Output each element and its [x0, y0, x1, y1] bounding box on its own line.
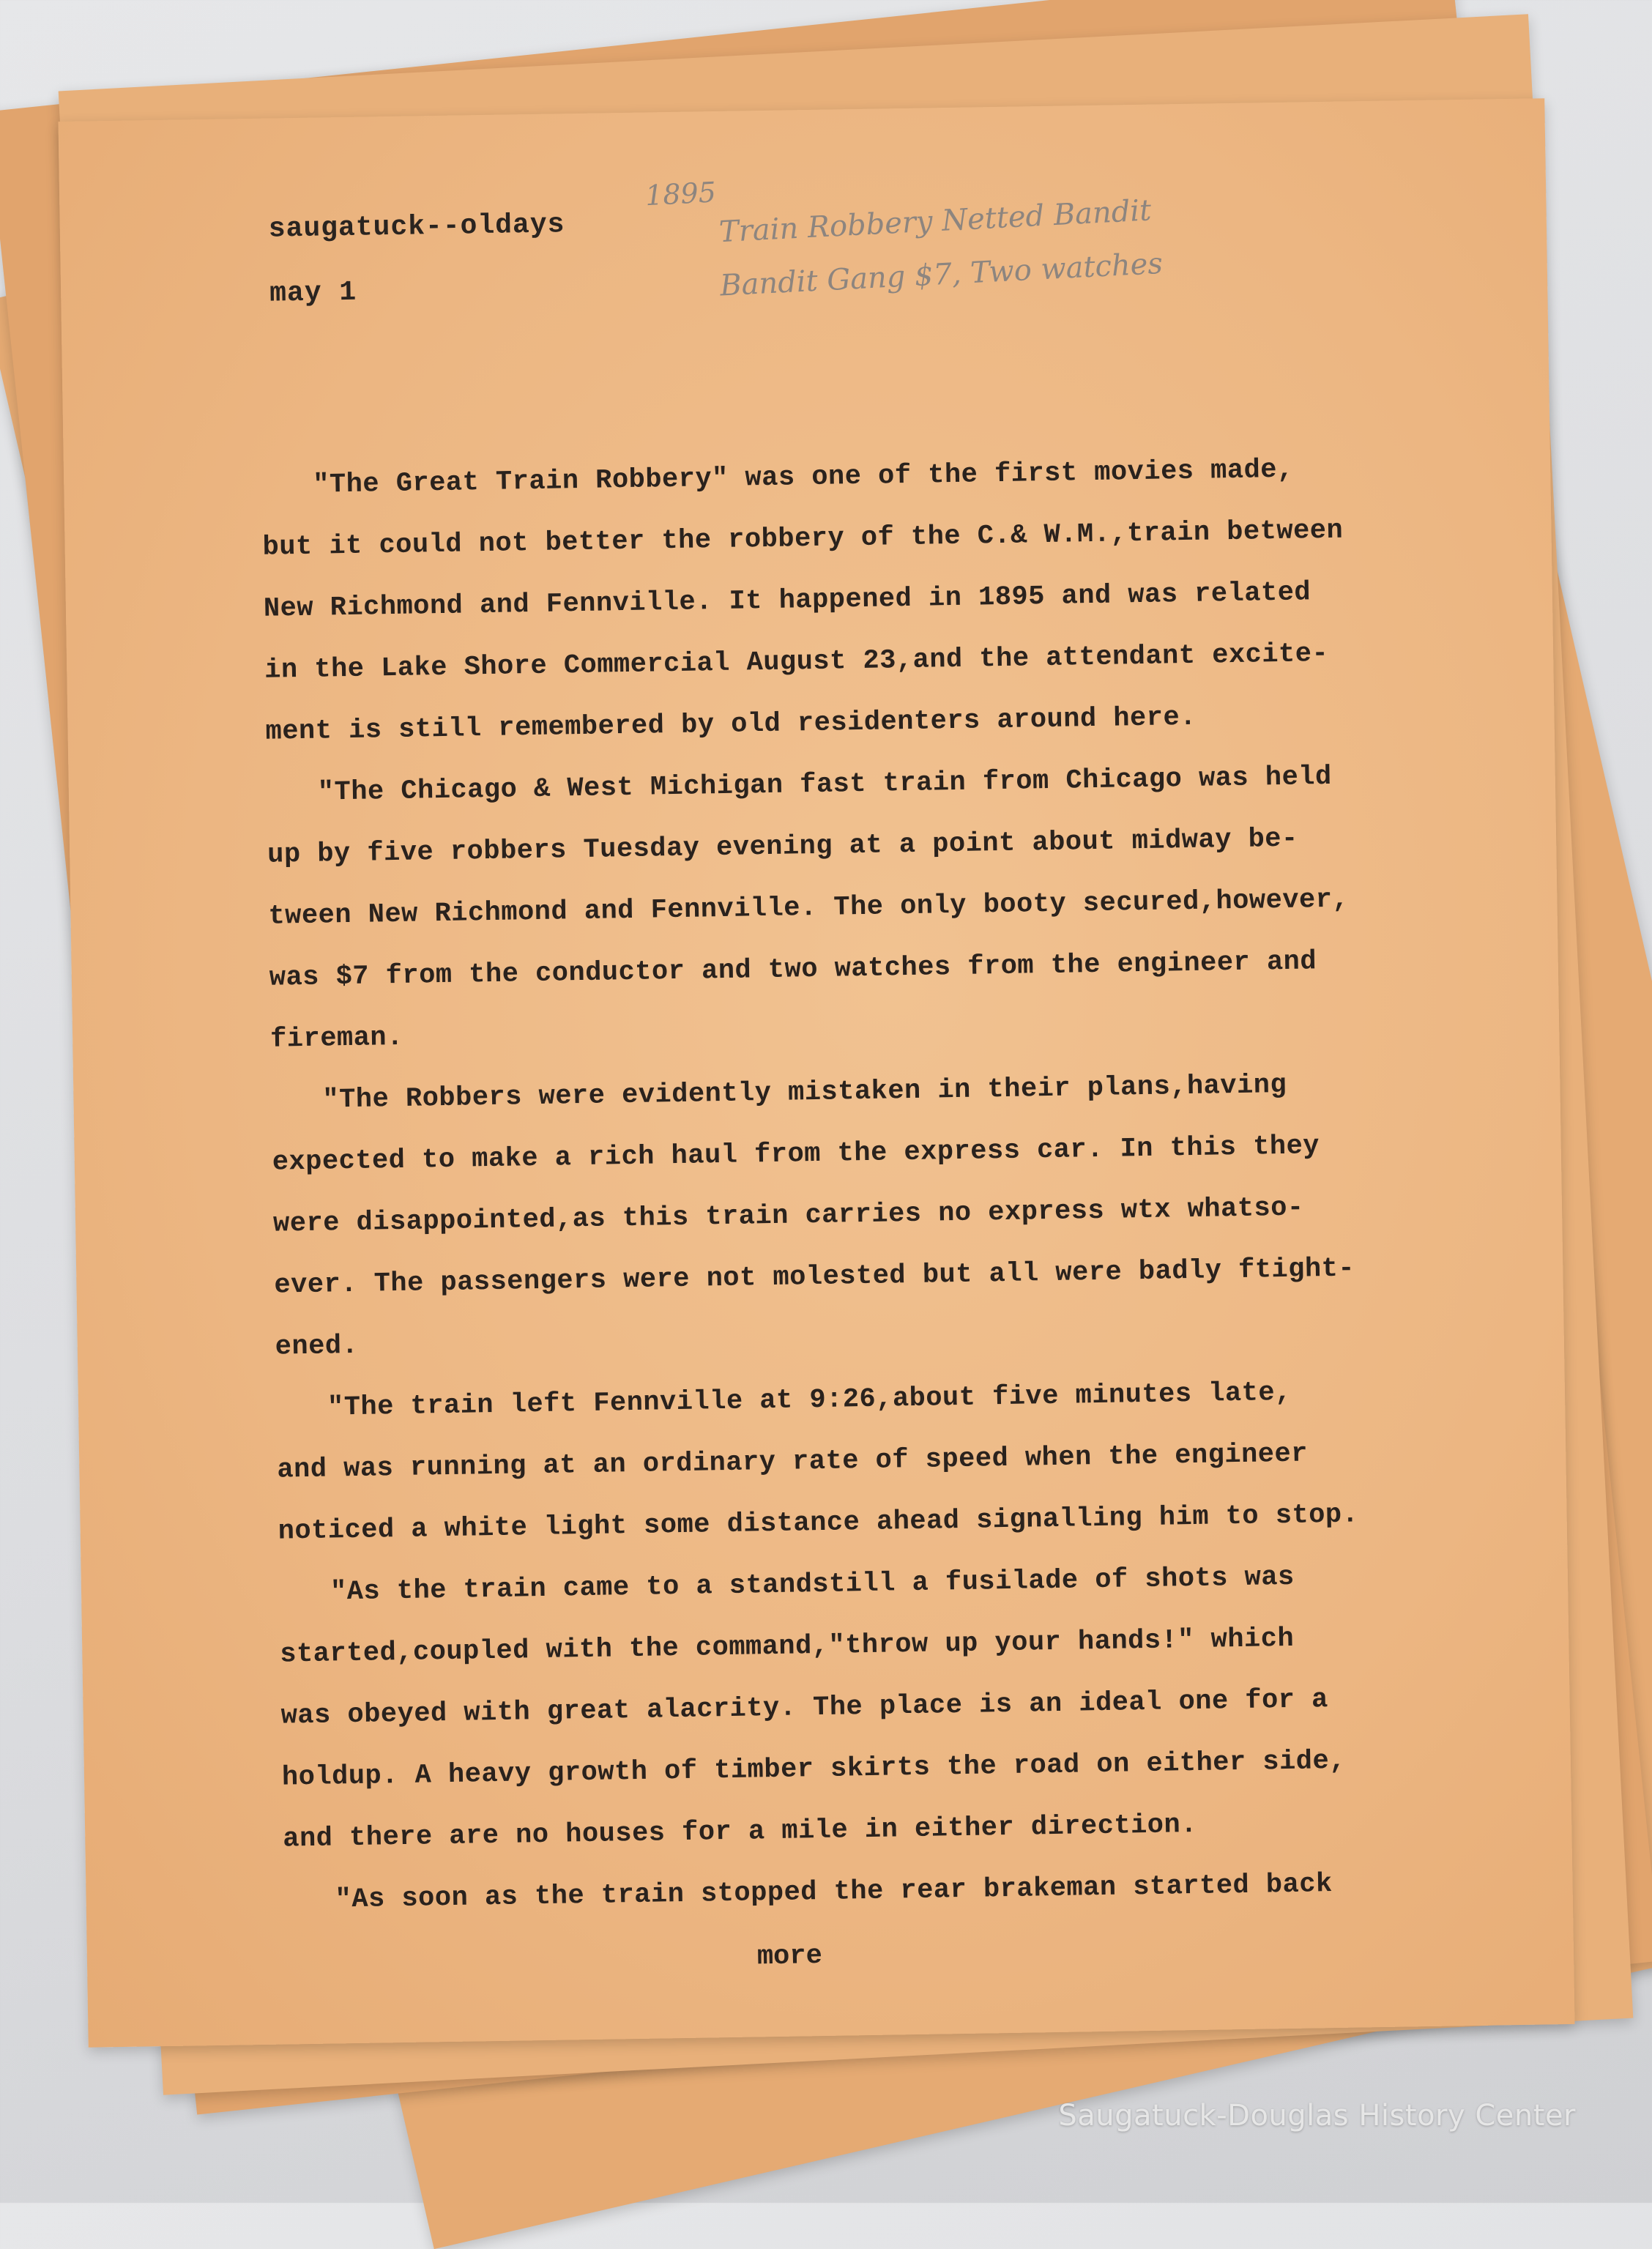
date-line: may 1: [269, 276, 357, 310]
typed-page: [58, 98, 1574, 2048]
text-line: expected to make a rich haul from the express car. In this they: [272, 1131, 1320, 1178]
text-line: "The Robbers were evidently mistaken in their plans,having: [322, 1069, 1287, 1116]
text-line: "As soon as the train stopped the rear brakeman started back: [335, 1869, 1333, 1916]
text-line: holdup. A heavy growth of timber skirts the road on either side,: [281, 1745, 1347, 1793]
handwritten-note-line-2: Bandit Gang $7, Two watches: [719, 246, 1164, 303]
text-line: fireman.: [269, 1022, 404, 1055]
text-line: ever. The passengers were not molested but all were badly ftight-: [274, 1253, 1355, 1301]
text-line: in the Lake Shore Commercial August 23,and the attendant excite-: [264, 638, 1329, 686]
text-line: up by five robbers Tuesday evening at a point about midway be-: [267, 823, 1299, 871]
text-line: but it could not better the robbery of the C.& W.M.,train between: [262, 515, 1344, 563]
text-line: ened.: [275, 1330, 359, 1363]
text-line: "The Great Train Robbery" was one of the first movies made,: [312, 454, 1294, 501]
text-line: "The Chicago & West Michigan fast train from Chicago was held: [317, 761, 1332, 808]
text-line: was $7 from the conductor and two watches from the engineer and: [269, 946, 1317, 994]
article-body: [261, 436, 1529, 1931]
watermark: Saugatuck-Douglas History Center: [1058, 2099, 1576, 2133]
text-line: and was running at an ordinary rate of speed when the engineer: [277, 1438, 1309, 1486]
slug-line: saugatuck--oldays: [268, 209, 565, 245]
handwritten-year: 1895: [644, 176, 717, 212]
text-line: New Richmond and Fennville. It happened in 1895 and was related: [263, 577, 1311, 625]
text-line: and there are no houses for a mile in either direction.: [283, 1809, 1198, 1855]
text-line: "As the train came to a standstill a fusilade of shots was: [330, 1561, 1295, 1608]
text-line: "The train left Fennville at 9:26,about five minutes late,: [327, 1377, 1292, 1424]
text-line: tween New Richmond and Fennville. The only booty secured,however,: [268, 884, 1350, 932]
handwritten-note-line-1: Train Robbery Netted Bandit: [718, 193, 1153, 250]
text-line: started,coupled with the command,"throw up your hands!" which: [280, 1623, 1295, 1670]
text-line: were disappointed,as this train carries no express wtx whatso-: [272, 1192, 1304, 1240]
text-line: was obeyed with great alacrity. The place is an ideal one for a: [280, 1684, 1329, 1732]
continued-marker: more: [756, 1941, 823, 1973]
text-line: ment is still remembered by old residenters around here.: [265, 702, 1197, 748]
text-line: noticed a white light some distance ahead signalling him to stop.: [278, 1499, 1359, 1547]
